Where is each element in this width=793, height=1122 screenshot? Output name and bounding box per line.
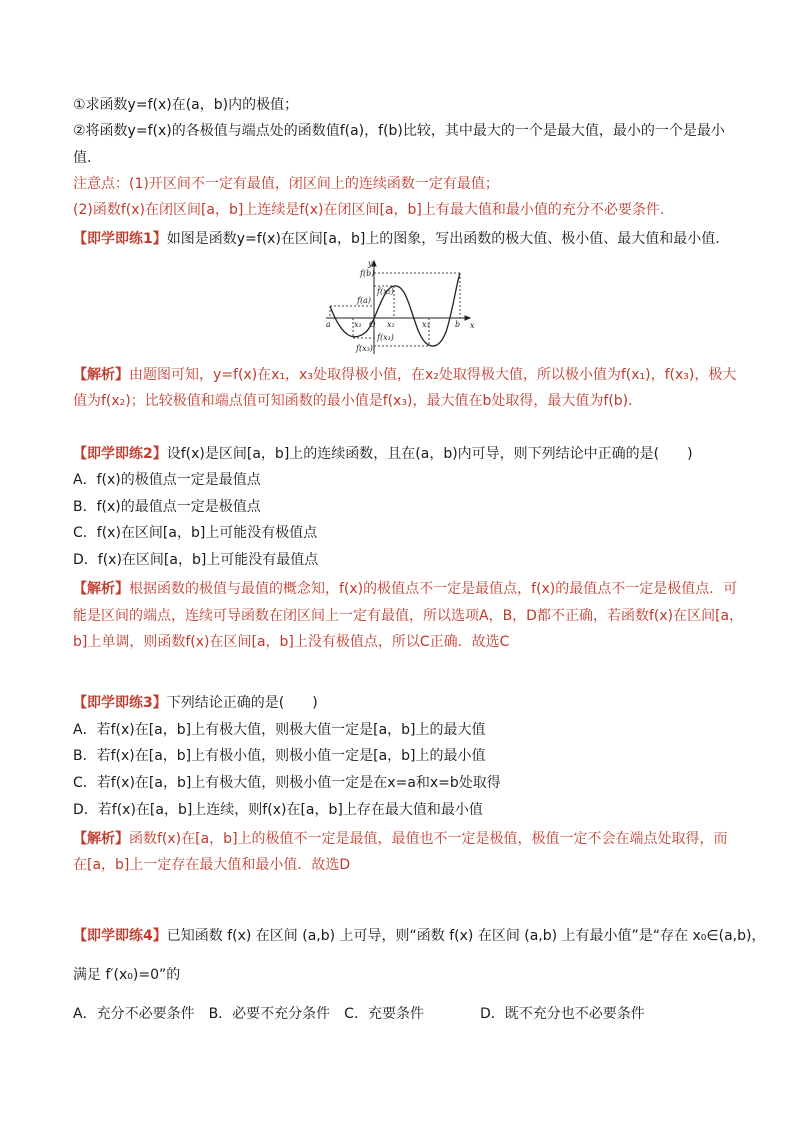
exercise-tag: 【即学即练2】: [73, 446, 167, 462]
answer-tag: 【解析】: [73, 367, 129, 383]
answer-text: 值为f(x₂)；比较极值和端点值可知函数的最小值是f(x₃)，最大值在b处取得，最大值为f(b).: [73, 393, 633, 409]
exercise-tag: 【即学即练3】: [73, 695, 167, 711]
option-b: B．若f(x)在[a，b]上有极小值，则极小值一定是[a，b]上的最小值: [73, 748, 486, 764]
exercise-3-answer: [73, 829, 733, 849]
exercise-tag: 【即学即练1】: [73, 231, 167, 247]
option-c: C．若f(x)在[a，b]上有极大值，则极小值一定是在x=a和x=b处取得: [73, 775, 501, 791]
answer-text: 根据函数的极值与最值的概念知，f(x)的极值点不一定是最值点，f(x)的最值点不一定是极值点．可: [129, 581, 738, 597]
answer-text: 由题图可知，y=f(x)在x₁，x₃处取得极小值，在x₂处取得极大值，所以极小值为f(x₁)，f(x₃)，极大: [129, 367, 737, 383]
exercise-2-answer: [73, 579, 738, 599]
answer-tag: 【解析】: [73, 831, 129, 847]
option-a: A．若f(x)在[a，b]上有极大值，则极大值一定是[a，b]上的最大值: [73, 722, 486, 738]
exercise-2-question: [73, 444, 733, 464]
fb-label: f(b): [360, 269, 375, 278]
text-line: ①求函数y=f(x)在(a，b)内的极值；: [73, 97, 299, 113]
text-line: 值.: [73, 150, 92, 166]
text-line: ②将函数y=f(x)的各极值与端点处的函数值f(a)，f(b)比较，其中最大的一个是最大值，最小的一个是最小: [73, 123, 725, 139]
x2-label: x₂: [387, 320, 395, 329]
answer-text: 在[a，b]上一定存在最大值和最小值．故选D: [73, 857, 351, 873]
exercise-tag: 【即学即练4】: [73, 928, 167, 944]
x-label: x: [470, 321, 475, 330]
option-d: D．若f(x)在[a，b]上连续，则f(x)在[a，b]上存在最大值和最小值: [73, 802, 483, 818]
fx2-label: f(x₂): [377, 287, 394, 296]
answer-tag: 【解析】: [73, 581, 129, 597]
question-text: 已知函数 f(x) 在区间 (a,b) 上可导，则“函数 f(x) 在区间 (a,b) 上有最小值”是“存在 x₀∈(a,b)，: [166, 928, 766, 944]
fx1-label: f(x₁): [377, 333, 394, 342]
option-c: C．f(x)在区间[a，b]上可能没有极值点: [73, 525, 318, 541]
origin-label: O: [369, 320, 376, 329]
curve: [330, 273, 460, 346]
question-text: 设f(x)是区间[a，b]上的连续函数，且在(a，b)内可导，则下列结论中正确的是( ): [166, 446, 693, 462]
function-graph: [320, 258, 476, 358]
question-text: 下列结论正确的是( ): [166, 695, 318, 711]
note-line: 注意点：(1)开区间不一定有最值，闭区间上的连续函数一定有最值；: [73, 176, 499, 192]
option-a: A．f(x)的极值点一定是最值点: [73, 472, 261, 488]
x3-label: x₃: [422, 320, 430, 329]
option-b: B．f(x)的最值点一定是极值点: [73, 499, 261, 515]
question-text: 满足 f′(x₀)=0”的: [73, 967, 181, 983]
x1-label: x₁: [354, 320, 362, 329]
exercise-4-question: [73, 926, 766, 946]
question-text: 如图是函数y=f(x)在区间[a，b]上的图象，写出函数的极大值、极小值、最大值和最小值.: [166, 231, 720, 247]
exercise-1-answer: [73, 365, 737, 385]
answer-text: 函数f(x)在[a，b]上的极值不一定是最值，最值也不一定是极值，极值一定不会在端点处取得，而: [129, 831, 728, 847]
exercise-3-question: [73, 693, 733, 713]
note-line: (2)函数f(x)在闭区间[a，b]上连续是f(x)在闭区间[a，b]上有最大值和最小值的充分不必要条件.: [73, 202, 665, 218]
option-d: D．f(x)在区间[a，b]上可能没有最值点: [73, 552, 319, 568]
x-axis-arrow: [465, 316, 470, 320]
answer-text: b]上单调，则函数f(x)在区间[a，b]上没有极值点，所以C正确．故选C: [73, 634, 510, 650]
b-label: b: [455, 320, 461, 329]
exercise-4-options: A．充分不必要条件 B．必要不充分条件 C．充要条件 D．既不充分也不必要条件: [73, 1006, 645, 1022]
answer-text: 能是区间的端点，连续可导函数在闭区间上一定有最值，所以选项A，B，D都不正确，若函数f(x)在区间[a，: [73, 608, 744, 624]
fx3-label: f(x₃): [356, 344, 373, 353]
exercise-1-question: [73, 229, 733, 249]
fa-label: f(a): [357, 296, 371, 305]
y-axis-arrow: [372, 261, 376, 266]
a-label: a: [326, 320, 331, 329]
y-label: y: [368, 259, 373, 268]
